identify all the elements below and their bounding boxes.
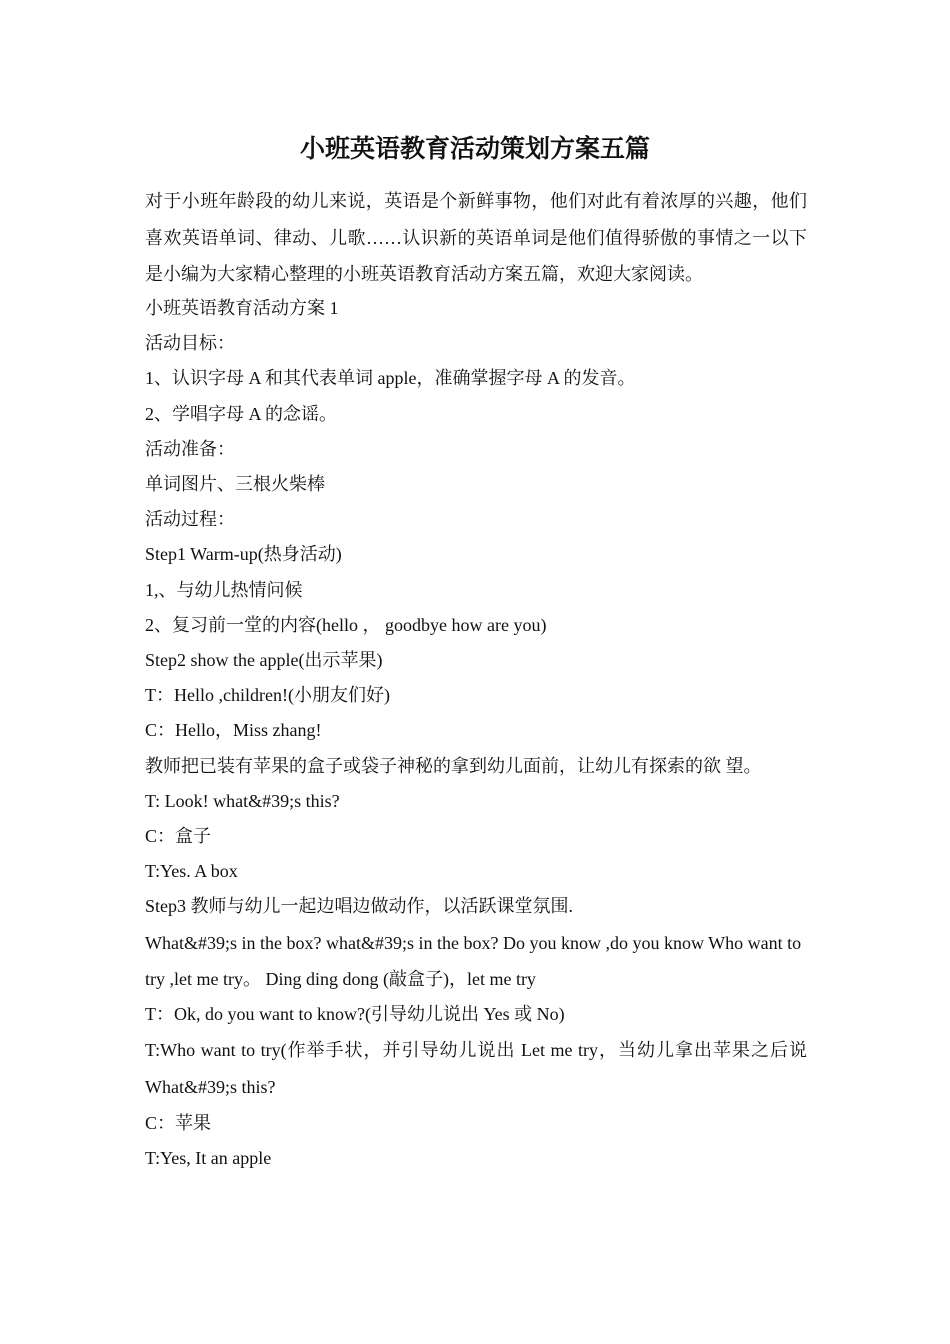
text-line: 小班英语教育活动方案 1 (145, 298, 339, 318)
text-line: 2、学唱字母 A 的念谣。 (145, 403, 338, 424)
text-line: Step2 show the apple(出示苹果) (145, 650, 383, 671)
text-line: 1、认识字母 A 和其代表单词 apple，准确掌握字母 A 的发音。 (145, 368, 636, 389)
text-line: T:Yes. A box (145, 861, 238, 882)
document-title: 小班英语教育活动策划方案五篇 (299, 136, 650, 163)
text-line: 1,、与幼儿热情问候 (145, 579, 303, 600)
text-line: try ,let me try。 Ding ding dong (敲盒子)，let me try (145, 968, 536, 989)
text-line: C：Hello，Miss zhang! (145, 720, 322, 741)
song-paragraph: What&#39;s in the box? what&#39;s in the box? Do you know ,do you know Who want to (145, 932, 802, 953)
intro-paragraph: 对于小班年龄段的幼儿来说，英语是个新鲜事物，他们对此有着浓厚的兴趣，他们喜欢英语单词、律动、儿歌……认识新的英语单词是他们值得骄傲的事情之一以下是小编为大家精心整理的小班英语教育活动方案五篇，欢迎大家阅读。 (145, 191, 807, 284)
text-line: T:Yes, It an apple (145, 1148, 272, 1169)
text-line: 单词图片、三根火柴棒 (145, 474, 325, 495)
who-want-paragraph: T:Who want to try(作举手状，并引导幼儿说出 Let me try，当幼儿拿出苹果之后说 What&#39;s this? (145, 1040, 807, 1098)
text-line: T：Hello ,children!(小朋友们好) (145, 685, 390, 706)
text-line: C：盒子 (145, 826, 212, 847)
text-line: 2、复习前一堂的内容(hello ， goodbye how are you) (145, 614, 547, 635)
text-line: Step3 教师与幼儿一起边唱边做动作，以活跃课堂氛围. (145, 896, 573, 917)
text-line: C：苹果 (145, 1113, 212, 1134)
text-line: 教师把已装有苹果的盒子或袋子神秘的拿到幼儿面前，让幼儿有探索的欲 望。 (145, 755, 762, 776)
text-line: 活动准备： (145, 438, 235, 459)
text-line: Step1 Warm-up(热身活动) (145, 544, 342, 565)
text-line: T：Ok, do you want to know?(引导幼儿说出 Yes 或 No) (145, 1003, 565, 1024)
text-line: 活动目标： (145, 333, 235, 354)
text-line: T: Look! what&#39;s this? (145, 790, 340, 811)
content-lines (145, 291, 807, 1176)
text-line: 活动过程： (145, 509, 235, 530)
